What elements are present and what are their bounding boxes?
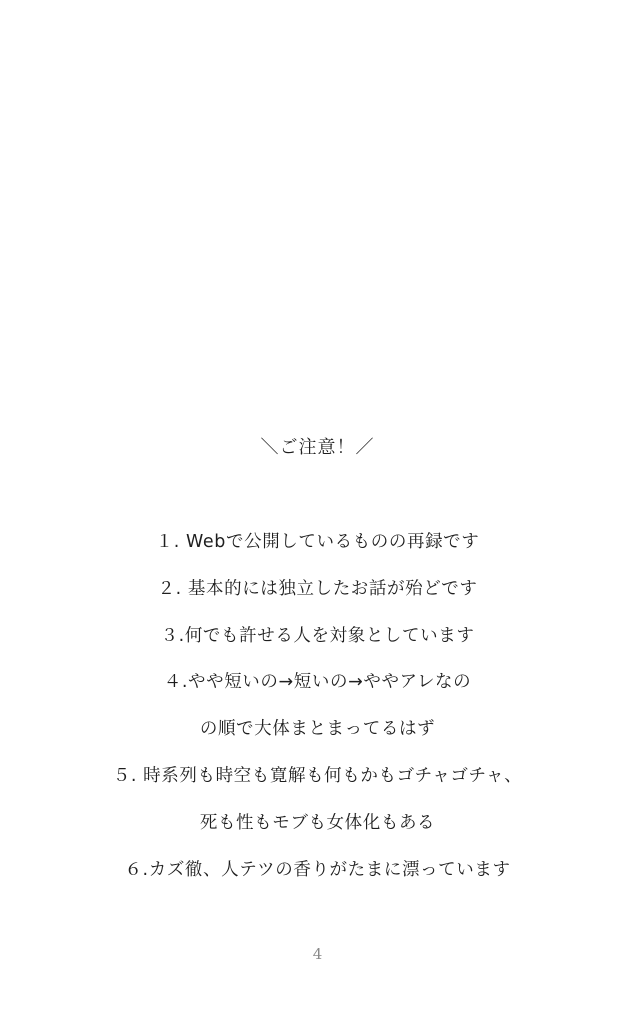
page-number: 4 <box>312 945 323 963</box>
notice-heading: ＼ご注意！／ <box>260 437 375 458</box>
notice-line: 死も性もモブも女体化もある <box>199 812 436 833</box>
notice-line: の順で大体まとまってるはず <box>199 719 436 740</box>
notice-list <box>0 526 635 900</box>
notice-line: ３.何でも許せる人を対象としています <box>160 625 475 646</box>
notice-line: ２. 基本的には独立したお話が殆どです <box>157 578 478 599</box>
notice-line: ４.やや短いの→短いの→ややアレなの <box>163 672 472 693</box>
notice-line: １. Webで公開しているものの再録です <box>155 532 480 552</box>
notice-line: ６.カズ徹、人テツの香りがたまに漂っています <box>124 859 511 880</box>
notice-line: ５. 時系列も時空も寛解も何もかもゴチャゴチャ、 <box>112 765 523 786</box>
